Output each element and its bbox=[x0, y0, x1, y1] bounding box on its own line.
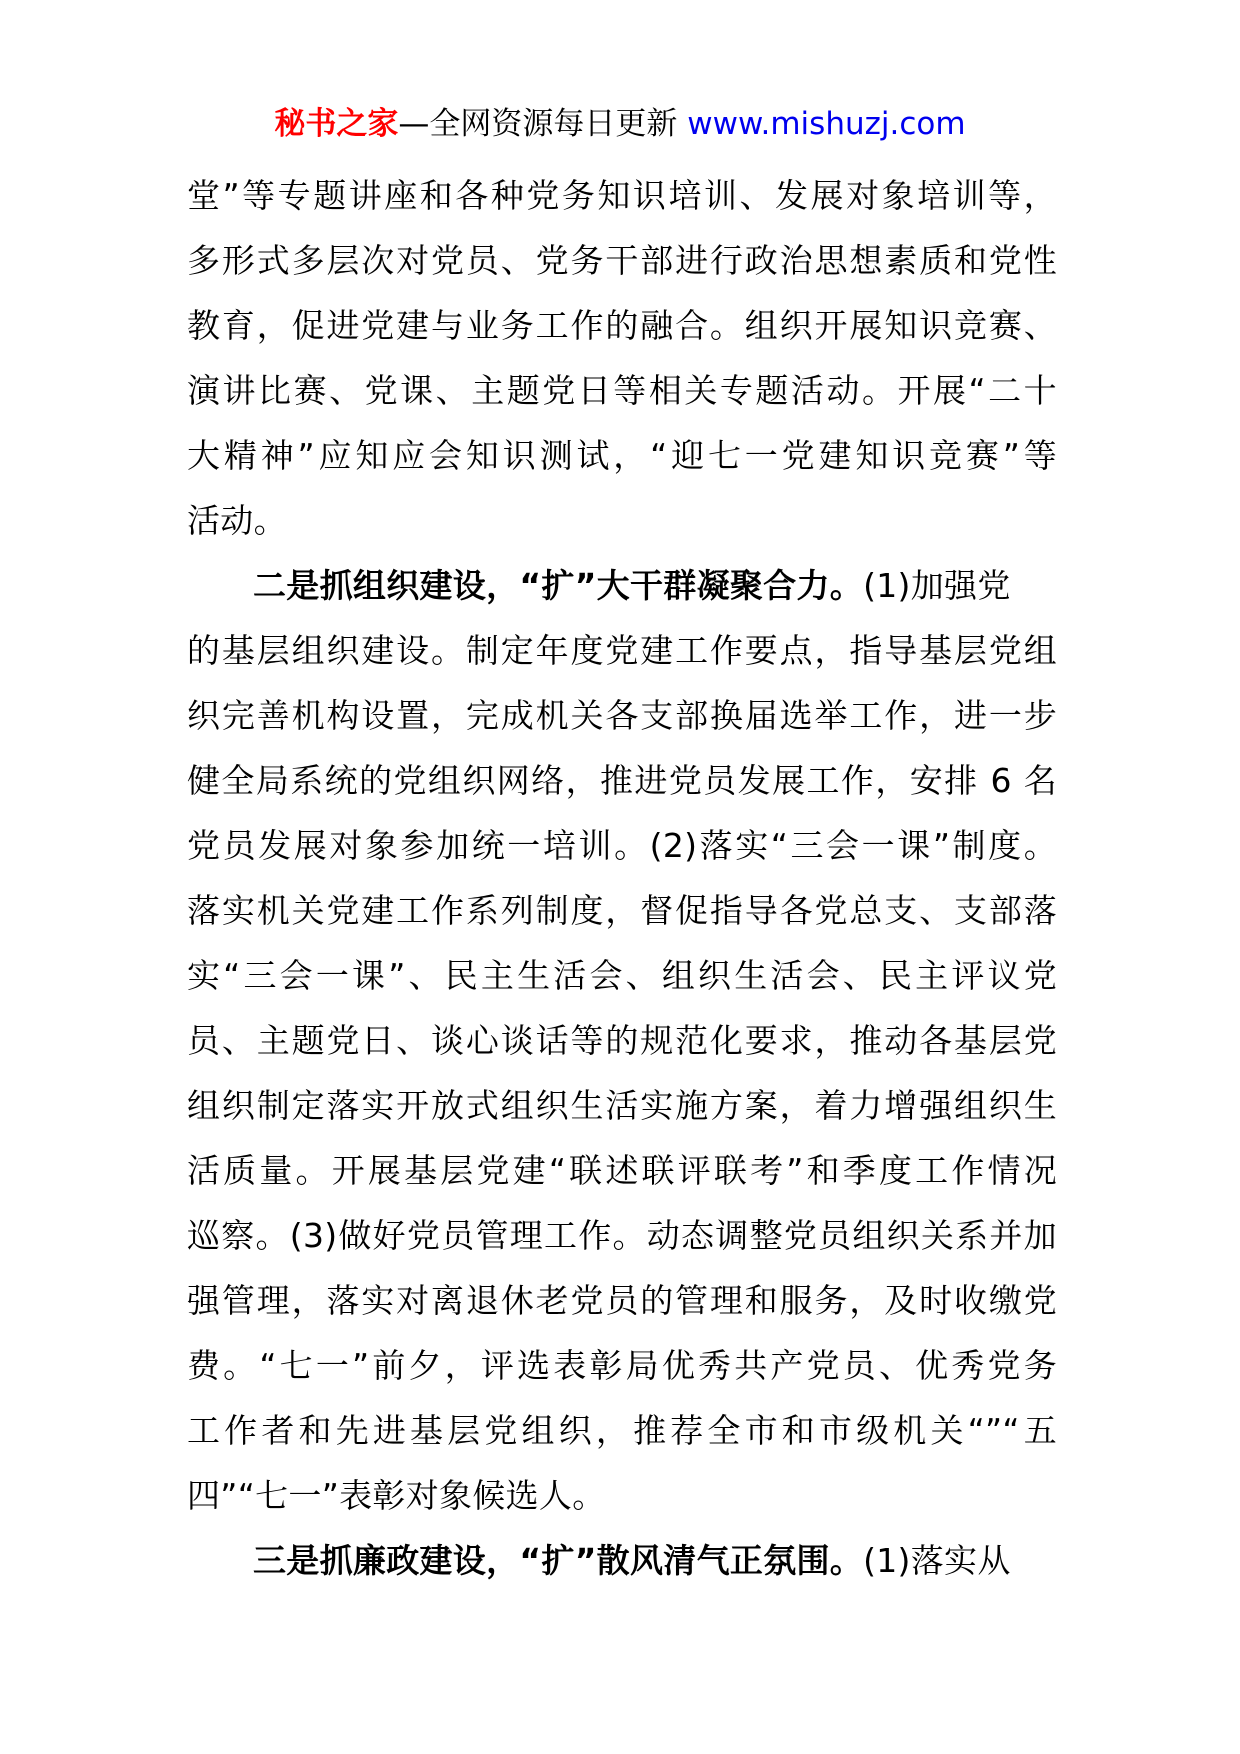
section-line bbox=[187, 553, 1057, 618]
section-line bbox=[187, 1528, 1057, 1593]
section-heading: 二是抓组织建设，“扩”大干群凝聚合力。 bbox=[253, 566, 864, 605]
header-tagline: —全网资源每日更新 bbox=[398, 106, 688, 142]
paragraph-line: 大精神”应知应会知识测试，“迎七一党建知识竞赛”等 bbox=[187, 436, 1057, 475]
paragraph-line: 巡察。(3)做好党员管理工作。动态调整党员组织关系并加 bbox=[187, 1216, 1057, 1255]
paragraph-line: 员、主题党日、谈心谈话等的规范化要求，推动各基层党 bbox=[187, 1021, 1057, 1060]
paragraph-line: 工作者和先进基层党组织，推荐全市和市级机关“”“五 bbox=[187, 1411, 1057, 1450]
paragraph-line: 费。“七一”前夕，评选表彰局优秀共产党员、优秀党务 bbox=[187, 1346, 1057, 1385]
paragraph-line: 健全局系统的党组织网络，推进党员发展工作，安排 6 名 bbox=[187, 761, 1057, 800]
paragraph-line: 落实机关党建工作系列制度，督促指导各党总支、支部落 bbox=[187, 891, 1057, 930]
paragraph-line: 强管理，落实对离退休老党员的管理和服务，及时收缴党 bbox=[187, 1281, 1057, 1320]
section-heading: 三是抓廉政建设，“扩”散风清气正氛围。 bbox=[253, 1541, 864, 1580]
brand-name: 秘书之家 bbox=[274, 106, 399, 142]
paragraph-text: (1)加强党 bbox=[863, 566, 1011, 605]
paragraph-line: 的基层组织建设。制定年度党建工作要点，指导基层党组 bbox=[187, 631, 1057, 670]
paragraph-line: 多形式多层次对党员、党务干部进行政治思想素质和党性 bbox=[187, 241, 1057, 280]
paragraph-text: (1)落实从 bbox=[863, 1541, 1011, 1580]
paragraph-line: 教育，促进党建与业务工作的融合。组织开展知识竞赛、 bbox=[187, 306, 1057, 345]
document-body bbox=[187, 163, 1057, 1593]
site-url-link[interactable]: www.mishuzj.com bbox=[687, 106, 966, 142]
paragraph-line: 织完善机构设置，完成机关各支部换届选举工作，进一步 bbox=[187, 696, 1057, 735]
paragraph-line: 组织制定落实开放式组织生活实施方案，着力增强组织生 bbox=[187, 1086, 1057, 1125]
paragraph-line: 活动。 bbox=[187, 501, 287, 540]
paragraph-line: 实“三会一课”、民主生活会、组织生活会、民主评议党 bbox=[187, 956, 1057, 995]
paragraph-line: 党员发展对象参加统一培训。(2)落实“三会一课”制度。 bbox=[187, 826, 1057, 865]
paragraph-line: 堂”等专题讲座和各种党务知识培训、发展对象培训等， bbox=[187, 176, 1057, 215]
page-header bbox=[0, 98, 1240, 150]
paragraph-line: 演讲比赛、党课、主题党日等相关专题活动。开展“二十 bbox=[187, 371, 1057, 410]
paragraph-line: 活质量。开展基层党建“联述联评联考”和季度工作情况 bbox=[187, 1151, 1057, 1190]
paragraph-line: 四”“七一”表彰对象候选人。 bbox=[187, 1476, 606, 1515]
